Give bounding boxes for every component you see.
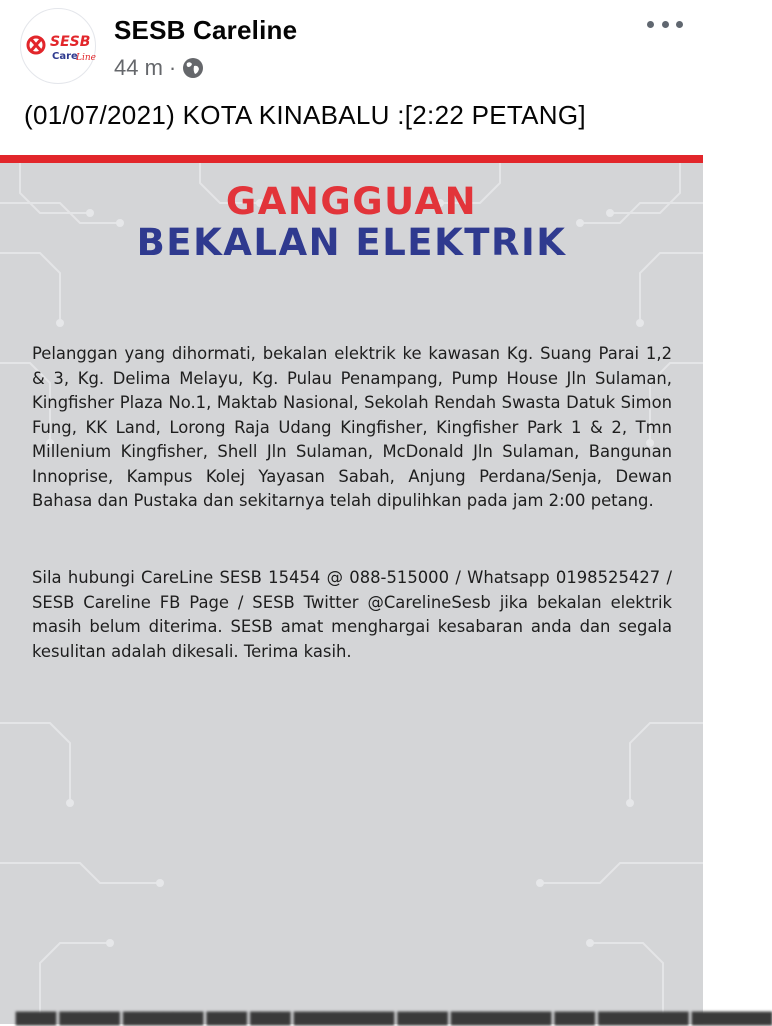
more-options-icon[interactable] — [647, 12, 683, 36]
more-dot — [647, 21, 654, 28]
avatar[interactable] — [20, 8, 96, 84]
poster-title-line2: BEKALAN ELEKTRIK — [136, 221, 567, 264]
more-dot — [662, 21, 669, 28]
poster-paragraph-2: Sila hubungi CareLine SESB 15454 @ 088-515000 / Whatsapp 0198525427 / SESB Careline FB Page / SESB Twitter @CarelineSesb jika bekalan elektrik masih belum diterima. SESB amat menghargai kesabaran anda dan segala kesulitan adalah dikesali. Terima kasih. — [32, 568, 672, 661]
post-image[interactable] — [0, 155, 772, 1025]
post-time[interactable]: 44 m — [114, 55, 163, 80]
post-text: (01/07/2021) KOTA KINABALU :[2:22 PETANG] — [24, 100, 586, 130]
meta-separator: · — [168, 55, 177, 80]
globe-icon — [182, 57, 204, 79]
logo-text-main: SESB — [50, 34, 91, 50]
post-meta — [114, 55, 204, 81]
more-dot — [676, 21, 683, 28]
sesb-logo — [21, 9, 97, 85]
poster-paragraph-1: Pelanggan yang dihormati, bekalan elektrik ke kawasan Kg. Suang Parai 1,2 & 3, Kg. Delima Melayu, Kg. Pulau Penampang, Pump House Jln Sulaman, Kingfisher Plaza No.1, Maktab Nasional, Sekolah Rendah Swasta Datuk Simon Fung, KK Land, Lorong Raja Udang Kingfisher, Kingfisher Park 1 & 2, Tmn Millenium Kingfisher, Shell Jln Sulaman, McDonald Jln Sulaman, Bangunan Innoprise, Kampus Kolej Yayasan Sabah, Anjung Perdana/Senja, Dewan Bahasa dan Pustaka dan sekitarnya telah dipulihkan pada jam 2:00 petang. — [32, 344, 672, 510]
poster-title-line1: GANGGUAN — [225, 180, 478, 223]
post-header — [0, 0, 703, 90]
page-name[interactable]: SESB Careline — [114, 15, 298, 45]
logo-text-sub-b: Line — [76, 53, 96, 63]
logo-text-sub-a: Care — [52, 51, 78, 62]
red-stripe — [0, 155, 703, 163]
cropped-footer-text: ▇▇▇▇ ▇▇▇▇▇▇ ▇▇▇▇▇▇▇▇ ▇▇▇▇ ▇▇▇▇ ▇▇▇▇▇▇▇▇▇▇ ▇▇▇▇▇ ▇▇▇▇▇▇▇▇▇▇ ▇▇▇▇ ▇▇▇▇▇▇▇▇▇ ▇▇▇▇▇▇▇▇ — [16, 1010, 772, 1025]
